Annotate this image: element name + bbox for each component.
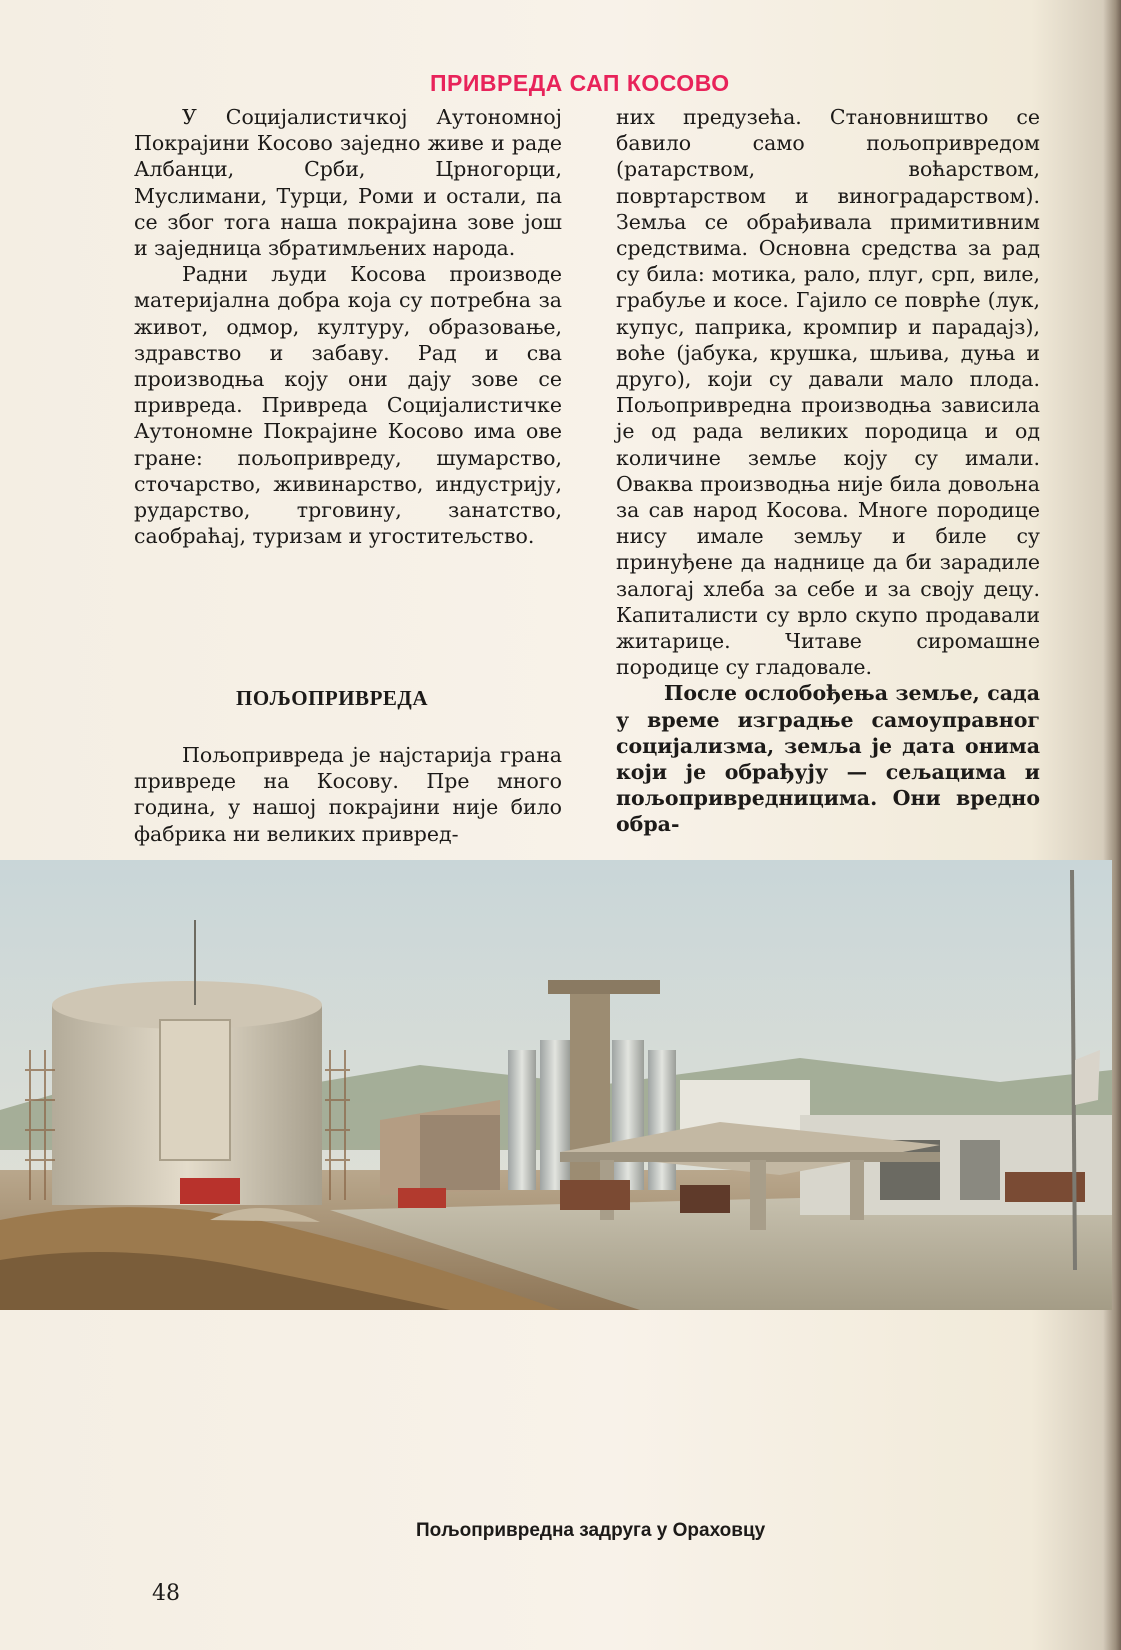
left-column-lower bbox=[134, 742, 562, 847]
agriculture-paragraph: Пољопривреда је најстарија грана привреде на Косову. Пре много година, у нашој покрајини није било фабрика ни великих привред- bbox=[134, 743, 562, 846]
cooperative-photo bbox=[0, 860, 1112, 1310]
bold-paragraph: После ослобођења земље, сада у време изградње самоуправног социјализма, земља је дата онима који је обрађују — сељацима и пољопривредницима. Они вредно обра- bbox=[616, 681, 1040, 837]
photo-caption: Пољопривредна задруга у Ораховцу bbox=[416, 1520, 766, 1541]
factory-scene-illustration bbox=[0, 860, 1112, 1310]
section-title: ПРИВРЕДА САП КОСОВО bbox=[430, 70, 730, 96]
economy-paragraph: Радни људи Косова производе материјална добра која су потребна за живот, одмор, културу, образовање, здравство и забаву. Рад и сва производња коју они дају зове се привреда. Привреда Социјалистичке Аутономне Покрајине Косово има ове гране: пољопривреду, шумарство, сточарство, живинарство, индустрију, рударство, трговину, занатство, саобраћај, туризам и угоститељство. bbox=[134, 262, 562, 549]
right-column bbox=[616, 104, 1040, 838]
intro-paragraph: У Социјалистичкој Аутономној Покрајини Косово заједно живе и раде Албанци, Срби, Црногорци, Муслимани, Турци, Роми и остали, па се због тога наша покрајина зове још и заједница збратимљених народа. bbox=[134, 105, 562, 261]
page-number: 48 bbox=[152, 1581, 180, 1606]
book-spine-shadow bbox=[1103, 0, 1121, 1650]
left-column bbox=[134, 104, 562, 549]
agriculture-heading: ПОЉОПРИВРЕДА bbox=[236, 686, 429, 710]
continuation-paragraph: них предузећа. Становништво се бавило само пољопривредом (ратарством, воћарством, повртарством и виноградарством). Земља се обрађивала примитивним средствима. Основна средства за рад су била: мотика, рало, плуг, срп, виле, грабуље и косе. Гајило се поврће (лук, купус, паприка, кромпир и парадајз), воће (јабука, крушка, шљива, дуња и друго), који су давали мало плода. Пољопривредна производња зависила је од рада великих породица и од количине земље коју су имали. Оваква производња није била довољна за сав народ Косова. Многе породице нису имале земљу и биле су принуђене да наднице да би зарадиле залогај хлеба за себе и за своју децу. Капиталисти су врло скупо продавали житарице. Читаве сиромашне породице су гладовале. bbox=[616, 105, 1040, 680]
